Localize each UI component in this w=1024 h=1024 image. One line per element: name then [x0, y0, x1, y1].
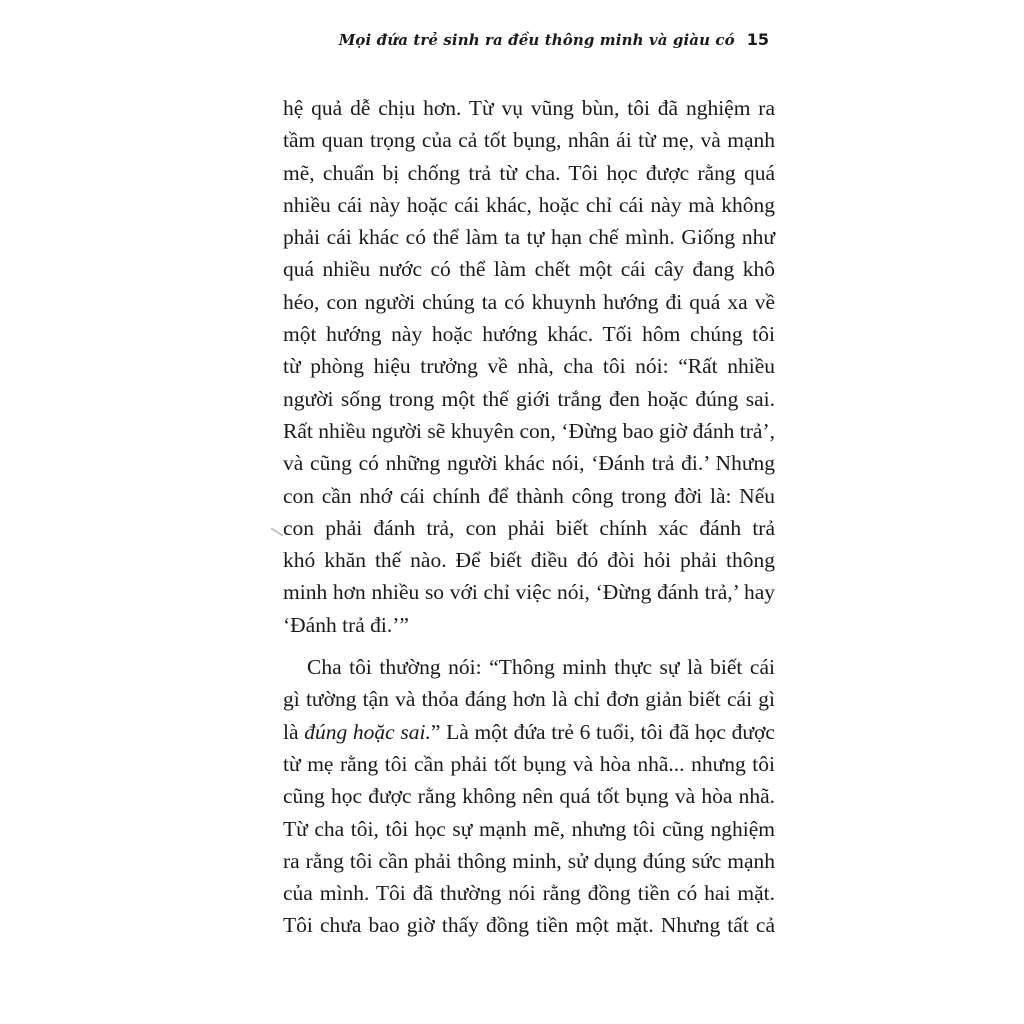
text-line: ‘Đánh trả đi.’” [283, 612, 409, 637]
text-line: héo, con người chúng ta có khuynh hướng đi quá xa về [283, 289, 775, 314]
text-line: nhiều cái này hoặc cái khác, hoặc chỉ cái này mà không [283, 192, 775, 217]
text-line: minh hơn nhiều so với chỉ việc nói, ‘Đừng đánh trả,’ hay [283, 580, 775, 605]
text-run: ” Là một đứa trẻ 6 tuổi, tôi đã học được [430, 719, 775, 744]
text-line: và cũng có những người khác nói, ‘Đánh trả đi.’ Nhưng [283, 451, 775, 476]
text-line: hệ quả dễ chịu hơn. Từ vụ vũng bùn, tôi đã nghiệm ra [283, 96, 775, 120]
running-header [339, 30, 769, 49]
text-line-with-italic [283, 716, 775, 748]
page-number: 15 [746, 30, 769, 49]
text-line: con phải đánh trả, con phải biết chính xác đánh trả [283, 515, 775, 540]
paragraph-spacing [283, 641, 775, 651]
text-line: con cần nhớ cái chính để thành công trong đời là: Nếu [283, 483, 775, 508]
text-line: phải cái khác có thể làm ta tự hạn chế mình. Giống như [283, 225, 775, 250]
text-line: cũng học được rằng không nên quá tốt bụng và hòa nhã. [283, 784, 775, 809]
body-text [283, 92, 775, 942]
text-line: từ mẹ rằng tôi cần phải tốt bụng và hòa nhã... nhưng tôi [283, 751, 775, 776]
text-run: là [283, 719, 305, 744]
text-line: quá nhiều nước có thể làm chết một cái cây đang khô [283, 257, 775, 282]
text-line: gì tường tận và thỏa đáng hơn là chỉ đơn giản biết cái gì [283, 687, 775, 712]
text-line: một hướng này hoặc hướng khác. Tối hôm chúng tôi [283, 322, 775, 347]
scan-mark [271, 527, 284, 536]
text-line: khó khăn thế nào. Để biết điều đó đòi hỏi phải thông [283, 548, 775, 573]
text-line: Từ cha tôi, tôi học sự mạnh mẽ, nhưng tôi cũng nghiệm [283, 816, 775, 841]
text-line: của mình. Tôi đã thường nói rằng đồng tiền có hai mặt. [283, 881, 775, 906]
paragraph-2 [283, 651, 775, 942]
text-line: tầm quan trọng của cả tốt bụng, nhân ái từ mẹ, và mạnh [283, 128, 775, 153]
text-line: người sống trong một thế giới trắng đen hoặc đúng sai. [283, 386, 775, 411]
text-line: mẽ, chuẩn bị chống trả từ cha. Tôi học được rằng quá [283, 160, 775, 185]
text-line: Cha tôi thường nói: “Thông minh thực sự là biết cái [307, 655, 775, 680]
text-line: Rất nhiều người sẽ khuyên con, ‘Đừng bao giờ đánh trả’, [283, 418, 775, 443]
text-line: Tôi chưa bao giờ thấy đồng tiền một mặt. Nhưng tất cả [283, 913, 775, 938]
text-line: từ phòng hiệu trưởng về nhà, cha tôi nói: “Rất nhiều [283, 354, 775, 379]
italic-emphasis: đúng hoặc sai. [304, 719, 431, 744]
chapter-title: Mọi đứa trẻ sinh ra đều thông minh và giàu có [338, 31, 735, 49]
text-line: ra rằng tôi cần phải thông minh, sử dụng đúng sức mạnh [283, 848, 775, 873]
paragraph-1 [283, 92, 775, 641]
